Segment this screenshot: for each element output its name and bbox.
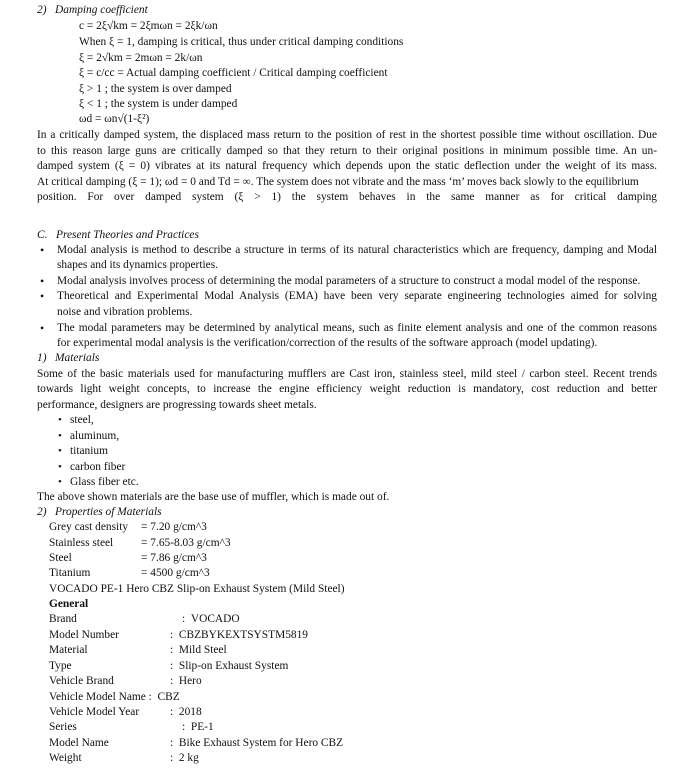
spec-label: Model Number xyxy=(49,629,119,641)
bullet-marker: • xyxy=(58,461,62,473)
spec-label: Weight xyxy=(49,752,82,764)
material-item: aluminum, xyxy=(70,430,120,442)
spec-value: : 2018 xyxy=(170,706,202,718)
equation-line: ξ > 1 ; the system is over damped xyxy=(79,83,232,95)
equation-line: ξ < 1 ; the system is under damped xyxy=(79,98,238,110)
density-label: Steel xyxy=(49,552,72,564)
paragraph-line: position. For over damped system (ξ > 1) the system behaves in the same manner as for critical damping xyxy=(37,191,657,203)
bullet-text: Theoretical and Experimental Modal Analysis (EMA) have been very separate engineering technologies aimed for solving xyxy=(57,290,657,302)
bullet-marker: • xyxy=(58,430,62,442)
density-value: = 7.65-8.03 g/cm^3 xyxy=(141,537,231,549)
density-value: = 7.86 g/cm^3 xyxy=(141,552,207,564)
spec-label: Model Name xyxy=(49,737,109,749)
spec-label: Type xyxy=(49,660,72,672)
spec-label: Vehicle Model Year xyxy=(49,706,140,718)
paragraph-line: At critical damping (ξ = 1); ωd = 0 and Td = ∞. The system does not vibrate and the mass ‘m’ moves back slowly to the equilibrium xyxy=(37,176,639,188)
spec-label: Brand xyxy=(49,613,77,625)
paragraph-line: Some of the basic materials used for manufacturing mufflers are Cast iron, stainless steel, mild steel / carbon steel. Recent trends xyxy=(37,368,657,380)
material-item: Glass fiber etc. xyxy=(70,476,139,488)
bullet-marker: • xyxy=(58,476,62,488)
product-title: VOCADO PE-1 Hero CBZ Slip-on Exhaust System (Mild Steel) xyxy=(49,583,345,595)
bullet-marker: • xyxy=(58,414,62,426)
density-value: = 4500 g/cm^3 xyxy=(141,567,210,579)
spec-label: Vehicle Model Name : CBZ xyxy=(49,691,180,703)
bullet-marker: • xyxy=(58,445,62,457)
material-item: titanium xyxy=(70,445,108,457)
bullet-marker: • xyxy=(40,321,45,335)
spec-value: : Mild Steel xyxy=(170,644,227,656)
density-value: = 7.20 g/cm^3 xyxy=(141,521,207,533)
spec-value: : PE-1 xyxy=(182,721,214,733)
spec-value: : Bike Exhaust System for Hero CBZ xyxy=(170,737,344,749)
bullet-marker: • xyxy=(40,289,45,303)
bullet-text: The modal parameters may be determined by analytical means, such as finite element analysis and one of the common reasons xyxy=(57,322,657,334)
bullet-text: Modal analysis involves process of determining the modal parameters of a structure to construct a modal model of the response. xyxy=(57,275,641,287)
bullet-marker: • xyxy=(40,274,45,288)
material-item: steel, xyxy=(70,414,94,426)
density-label: Grey cast density xyxy=(49,521,129,533)
bullet-text: Modal analysis is method to describe a structure in terms of its natural characteristics which are frequency, damping and Modal xyxy=(57,244,657,256)
bullet-text: shapes and its dynamics properties. xyxy=(57,259,219,271)
section-heading-properties: 2) Properties of Materials xyxy=(37,506,162,518)
spec-label: Vehicle Brand xyxy=(49,675,114,687)
spec-value: : VOCADO xyxy=(182,613,240,625)
spec-value: : CBZBYKEXTSYSTM5819 xyxy=(170,629,308,641)
paragraph-line: towards light weight concepts, to increase the engine efficiency weight reduction is mandatory, cost reduction and better xyxy=(37,383,657,395)
equation-line: ξ = c/cc = Actual damping coefficient / Critical damping coefficient xyxy=(79,67,388,79)
bullet-text: for experimental modal analysis is the verification/correction of the results of the software approach (model updating). xyxy=(57,337,598,349)
section-heading-materials: 1) Materials xyxy=(37,352,100,364)
spec-label: Series xyxy=(49,721,77,733)
equation-line: ωd = ωn√(1-ξ²) xyxy=(79,113,150,125)
section-heading-damping: 2) Damping coefficient xyxy=(37,4,148,16)
paragraph-line: performance, designers are progressing towards sheet metals. xyxy=(37,399,317,411)
spec-value: : 2 kg xyxy=(170,752,199,764)
paragraph-line: In a critically damped system, the displaced mass return to the position of rest in the shortest possible time without oscillation. Due xyxy=(37,129,657,141)
section-heading-theories: C. Present Theories and Practices xyxy=(37,229,199,241)
equation-line: c = 2ξ√km = 2ξmωn = 2ξk/ωn xyxy=(79,20,218,32)
equation-line: When ξ = 1, damping is critical, thus under critical damping conditions xyxy=(79,36,404,48)
density-label: Titanium xyxy=(49,567,91,579)
paragraph-line: The above shown materials are the base use of muffler, which is made out of. xyxy=(37,491,390,503)
material-item: carbon fiber xyxy=(70,461,126,473)
spec-value: : Slip-on Exhaust System xyxy=(170,660,289,672)
spec-value: : Hero xyxy=(170,675,202,687)
spec-label: Material xyxy=(49,644,88,656)
spec-group-heading: General xyxy=(49,598,89,610)
paragraph-line: to this reason large guns are critically damped so that they return to their original positions in minimum possible time. An un- xyxy=(37,145,657,157)
paragraph-line: damped system (ξ = 0) vibrates at its natural frequency which depends upon the static deflection under the weight of its mass. xyxy=(37,160,657,172)
bullet-text: noise and vibration problems. xyxy=(57,306,193,318)
equation-line: ξ = 2√km = 2mωn = 2k/ωn xyxy=(79,52,203,64)
bullet-marker: • xyxy=(40,243,45,257)
density-label: Stainless steel xyxy=(49,537,114,549)
